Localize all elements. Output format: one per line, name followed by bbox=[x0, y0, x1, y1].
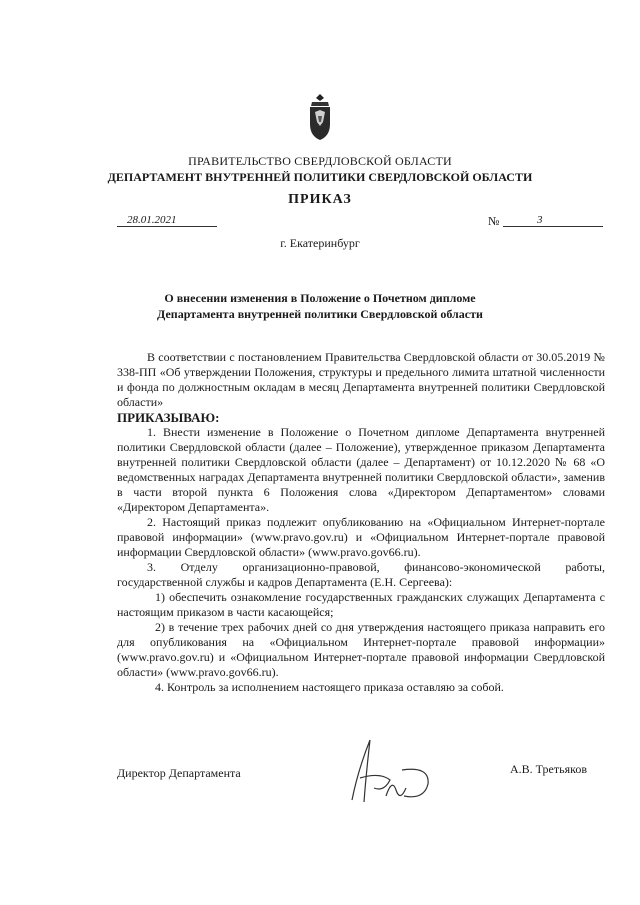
preamble: В соответствии с постановлением Правительства Свердловской области от 30.05.2019 № 338-ПП «Об утверждении Положения, структуры и предельного лимита штатной численности и фонда по должностным окладам в месяц Департамента внутренней политики Свердловской области» bbox=[117, 350, 605, 409]
department-name: ДЕПАРТАМЕНТ ВНУТРЕННЕЙ ПОЛИТИКИ СВЕРДЛОВСКОЙ ОБЛАСТИ bbox=[107, 170, 533, 184]
paragraph-1: 1. Внести изменение в Положение о Почетном дипломе Департамента внутренней политики Свердловской области (далее – Положение), утвержденное приказом Департамента внутренней политики Свердловской области (далее – Департамент) от 10.12.2020 № 68 «О ведомственных наградах Департамента внутренней политики Свердловской области», заменив в части второй пункта 6 Положения слова «Директором Департаментом» словами «Директором Департамента». bbox=[117, 425, 605, 514]
order-body bbox=[117, 350, 605, 695]
paragraph-3-2: 2) в течение трех рабочих дней со дня утверждения настоящего приказа направить его для опубликования на «Официальном Интернет-портале правовой информации» (www.pravo.gov.ru) и «Официальном Интернет-портале правовой информации Свердловской области» (www.pravo.gov66.ru). bbox=[117, 620, 605, 679]
paragraph-4: 4. Контроль за исполнением настоящего приказа оставляю за собой. bbox=[155, 680, 504, 694]
government-name: ПРАВИТЕЛЬСТВО СВЕРДЛОВСКОЙ ОБЛАСТИ bbox=[188, 154, 452, 168]
order-number-label: № bbox=[488, 214, 500, 228]
order-date: 28.01.2021 bbox=[117, 214, 217, 227]
order-subject bbox=[0, 290, 640, 322]
signatory-name: А.В. Третьяков bbox=[510, 762, 587, 776]
document-type: ПРИКАЗ bbox=[288, 192, 352, 207]
paragraph-2: 2. Настоящий приказ подлежит опубликованию на «Официальном Интернет-портале правовой информации» (www.pravo.gov.ru) и «Официальном Интернет-портале правовой информации Свердловской области» (www.pravo.gov66.ru). bbox=[117, 515, 605, 559]
signatory-title: Директор Департамента bbox=[117, 766, 241, 780]
paragraph-3: 3. Отделу организационно-правовой, финансово-экономической работы, государственной службы и кадров Департамента (Е.Н. Сергеева): bbox=[117, 560, 605, 589]
order-number: 3 bbox=[503, 214, 603, 227]
subject-line-2: Департамента внутренней политики Свердловской области bbox=[157, 307, 483, 321]
paragraph-3-1: 1) обеспечить ознакомление государственных гражданских служащих Департамента с настоящим приказом в части касающейся; bbox=[117, 590, 605, 619]
city: г. Екатеринбург bbox=[280, 236, 360, 250]
coat-of-arms-emblem bbox=[304, 92, 336, 142]
subject-line-1: О внесении изменения в Положение о Почетном дипломе bbox=[164, 291, 476, 305]
orders-heading: ПРИКАЗЫВАЮ: bbox=[117, 410, 220, 425]
handwritten-signature bbox=[340, 730, 440, 810]
